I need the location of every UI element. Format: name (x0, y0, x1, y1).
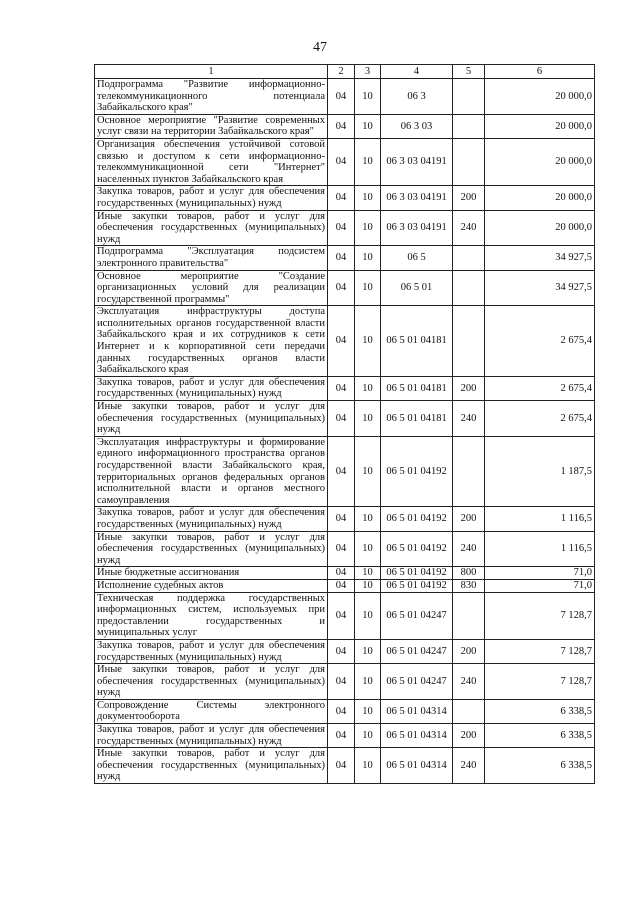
row-name: Закупка товаров, работ и услуг для обеспечения государственных (муниципальных) нужд (95, 724, 328, 748)
row-name: Подпрограмма "Развитие информационно-телекоммуникационного потенциала Забайкальского края" (95, 79, 328, 115)
row-subsection-code: 10 (355, 401, 381, 437)
row-name: Закупка товаров, работ и услуг для обеспечения государственных (муниципальных) нужд (95, 639, 328, 663)
row-target-article-code: 06 3 03 (381, 114, 453, 138)
table-row (95, 639, 595, 663)
row-amount: 6 338,5 (485, 699, 595, 723)
row-name: Закупка товаров, работ и услуг для обеспечения государственных (муниципальных) нужд (95, 507, 328, 531)
row-section-code: 04 (328, 699, 355, 723)
row-expense-type-code: 200 (453, 376, 485, 400)
row-expense-type-code: 240 (453, 401, 485, 437)
row-expense-type-code: 240 (453, 531, 485, 567)
row-expense-type-code (453, 592, 485, 639)
row-subsection-code: 10 (355, 114, 381, 138)
row-subsection-code: 10 (355, 270, 381, 306)
row-subsection-code: 10 (355, 376, 381, 400)
row-expense-type-code (453, 138, 485, 185)
row-amount: 20 000,0 (485, 186, 595, 210)
row-target-article-code: 06 5 01 04314 (381, 724, 453, 748)
row-section-code: 04 (328, 436, 355, 507)
row-section-code: 04 (328, 270, 355, 306)
row-name: Основное мероприятие "Развитие современных услуг связи на территории Забайкальского края" (95, 114, 328, 138)
row-subsection-code: 10 (355, 531, 381, 567)
row-subsection-code: 10 (355, 592, 381, 639)
row-expense-type-code (453, 270, 485, 306)
table-row (95, 748, 595, 784)
table-row (95, 507, 595, 531)
row-name: Организация обеспечения устойчивой сотовой связью и доступом к сети информационно-телекоммуникационной сети "Интернет" населенных пунктов Забайкальского края (95, 138, 328, 185)
row-section-code: 04 (328, 138, 355, 185)
row-subsection-code: 10 (355, 639, 381, 663)
row-amount: 20 000,0 (485, 210, 595, 246)
row-subsection-code: 10 (355, 664, 381, 700)
row-expense-type-code (453, 246, 485, 270)
header-col-4: 4 (381, 65, 453, 79)
row-name: Исполнение судебных актов (95, 579, 328, 592)
row-subsection-code: 10 (355, 186, 381, 210)
row-target-article-code: 06 5 01 04192 (381, 567, 453, 580)
row-name: Сопровождение Системы электронного документооборота (95, 699, 328, 723)
row-name: Иные закупки товаров, работ и услуг для обеспечения государственных (муниципальных) нужд (95, 664, 328, 700)
table-row (95, 210, 595, 246)
row-subsection-code: 10 (355, 567, 381, 580)
row-name: Основное мероприятие "Создание организационных условий для реализации государственной программы" (95, 270, 328, 306)
row-amount: 20 000,0 (485, 79, 595, 115)
row-target-article-code: 06 5 01 04314 (381, 748, 453, 784)
row-amount: 1 116,5 (485, 531, 595, 567)
row-subsection-code: 10 (355, 79, 381, 115)
table-row (95, 114, 595, 138)
row-amount: 71,0 (485, 579, 595, 592)
row-expense-type-code: 830 (453, 579, 485, 592)
row-expense-type-code: 240 (453, 210, 485, 246)
table-body (95, 79, 595, 784)
row-section-code: 04 (328, 306, 355, 377)
header-col-3: 3 (355, 65, 381, 79)
row-section-code: 04 (328, 579, 355, 592)
row-target-article-code: 06 3 03 04191 (381, 138, 453, 185)
table-row (95, 79, 595, 115)
row-target-article-code: 06 5 (381, 246, 453, 270)
table-row (95, 567, 595, 580)
row-section-code: 04 (328, 639, 355, 663)
row-expense-type-code: 200 (453, 724, 485, 748)
row-target-article-code: 06 5 01 04247 (381, 639, 453, 663)
row-expense-type-code (453, 306, 485, 377)
row-expense-type-code: 200 (453, 186, 485, 210)
row-amount: 2 675,4 (485, 401, 595, 437)
budget-table (94, 64, 595, 784)
row-subsection-code: 10 (355, 138, 381, 185)
table-header-row (95, 65, 595, 79)
row-name: Подпрограмма "Эксплуатация подсистем электронного правительства" (95, 246, 328, 270)
table-row (95, 531, 595, 567)
row-amount: 1 116,5 (485, 507, 595, 531)
row-amount: 1 187,5 (485, 436, 595, 507)
row-target-article-code: 06 5 01 (381, 270, 453, 306)
row-target-article-code: 06 5 01 04247 (381, 664, 453, 700)
row-amount: 34 927,5 (485, 246, 595, 270)
row-section-code: 04 (328, 592, 355, 639)
row-expense-type-code (453, 699, 485, 723)
row-amount: 2 675,4 (485, 306, 595, 377)
table-row (95, 592, 595, 639)
row-name: Иные бюджетные ассигнования (95, 567, 328, 580)
table-row (95, 138, 595, 185)
row-section-code: 04 (328, 567, 355, 580)
row-subsection-code: 10 (355, 436, 381, 507)
table-row (95, 436, 595, 507)
row-subsection-code: 10 (355, 748, 381, 784)
row-amount: 34 927,5 (485, 270, 595, 306)
row-target-article-code: 06 5 01 04192 (381, 531, 453, 567)
row-target-article-code: 06 5 01 04181 (381, 376, 453, 400)
row-section-code: 04 (328, 748, 355, 784)
row-amount: 71,0 (485, 567, 595, 580)
row-subsection-code: 10 (355, 724, 381, 748)
page-number: 47 (313, 40, 327, 55)
row-amount: 7 128,7 (485, 639, 595, 663)
row-target-article-code: 06 5 01 04247 (381, 592, 453, 639)
row-target-article-code: 06 5 01 04192 (381, 436, 453, 507)
table-row (95, 724, 595, 748)
row-amount: 20 000,0 (485, 138, 595, 185)
table-row (95, 306, 595, 377)
row-target-article-code: 06 5 01 04314 (381, 699, 453, 723)
header-col-2: 2 (328, 65, 355, 79)
row-expense-type-code (453, 114, 485, 138)
table-row (95, 664, 595, 700)
row-subsection-code: 10 (355, 306, 381, 377)
row-name: Иные закупки товаров, работ и услуг для обеспечения государственных (муниципальных) нужд (95, 748, 328, 784)
row-subsection-code: 10 (355, 579, 381, 592)
row-target-article-code: 06 5 01 04192 (381, 507, 453, 531)
row-target-article-code: 06 3 03 04191 (381, 210, 453, 246)
table-row (95, 401, 595, 437)
row-expense-type-code: 200 (453, 507, 485, 531)
table-row (95, 246, 595, 270)
row-subsection-code: 10 (355, 699, 381, 723)
header-col-5: 5 (453, 65, 485, 79)
row-amount: 6 338,5 (485, 748, 595, 784)
row-expense-type-code: 800 (453, 567, 485, 580)
row-expense-type-code (453, 436, 485, 507)
header-col-1: 1 (95, 65, 328, 79)
row-amount: 2 675,4 (485, 376, 595, 400)
row-section-code: 04 (328, 724, 355, 748)
row-amount: 20 000,0 (485, 114, 595, 138)
row-subsection-code: 10 (355, 210, 381, 246)
row-target-article-code: 06 5 01 04181 (381, 401, 453, 437)
table-row (95, 699, 595, 723)
table-row (95, 186, 595, 210)
row-section-code: 04 (328, 376, 355, 400)
row-subsection-code: 10 (355, 246, 381, 270)
row-name: Иные закупки товаров, работ и услуг для обеспечения государственных (муниципальных) нужд (95, 210, 328, 246)
row-expense-type-code: 200 (453, 639, 485, 663)
row-section-code: 04 (328, 531, 355, 567)
row-subsection-code: 10 (355, 507, 381, 531)
row-expense-type-code: 240 (453, 748, 485, 784)
row-section-code: 04 (328, 210, 355, 246)
row-expense-type-code (453, 79, 485, 115)
row-target-article-code: 06 5 01 04181 (381, 306, 453, 377)
row-name: Эксплуатация инфраструктуры и формирование единого информационного пространства органов государственной власти Забайкальского края, территориальных органов федеральных органов исполнительной власти и органов местного самоуправления (95, 436, 328, 507)
row-target-article-code: 06 5 01 04192 (381, 579, 453, 592)
row-target-article-code: 06 3 03 04191 (381, 186, 453, 210)
table-row (95, 579, 595, 592)
row-name: Закупка товаров, работ и услуг для обеспечения государственных (муниципальных) нужд (95, 376, 328, 400)
row-amount: 7 128,7 (485, 592, 595, 639)
row-section-code: 04 (328, 664, 355, 700)
row-section-code: 04 (328, 401, 355, 437)
row-section-code: 04 (328, 507, 355, 531)
row-name: Техническая поддержка государственных информационных систем, используемых при предоставлении государственных и муниципальных услуг (95, 592, 328, 639)
row-expense-type-code: 240 (453, 664, 485, 700)
row-section-code: 04 (328, 186, 355, 210)
row-name: Закупка товаров, работ и услуг для обеспечения государственных (муниципальных) нужд (95, 186, 328, 210)
row-amount: 7 128,7 (485, 664, 595, 700)
header-col-6: 6 (485, 65, 595, 79)
row-section-code: 04 (328, 246, 355, 270)
row-name: Эксплуатация инфраструктуры доступа исполнительных органов государственной власти Забайкальского края и их сотрудников к сети Интернет и к корпоративной сети передачи данных государственных органов власти Забайкальского края (95, 306, 328, 377)
row-name: Иные закупки товаров, работ и услуг для обеспечения государственных (муниципальных) нужд (95, 401, 328, 437)
row-section-code: 04 (328, 114, 355, 138)
row-target-article-code: 06 3 (381, 79, 453, 115)
row-amount: 6 338,5 (485, 724, 595, 748)
row-name: Иные закупки товаров, работ и услуг для обеспечения государственных (муниципальных) нужд (95, 531, 328, 567)
table-row (95, 270, 595, 306)
table-row (95, 376, 595, 400)
row-section-code: 04 (328, 79, 355, 115)
